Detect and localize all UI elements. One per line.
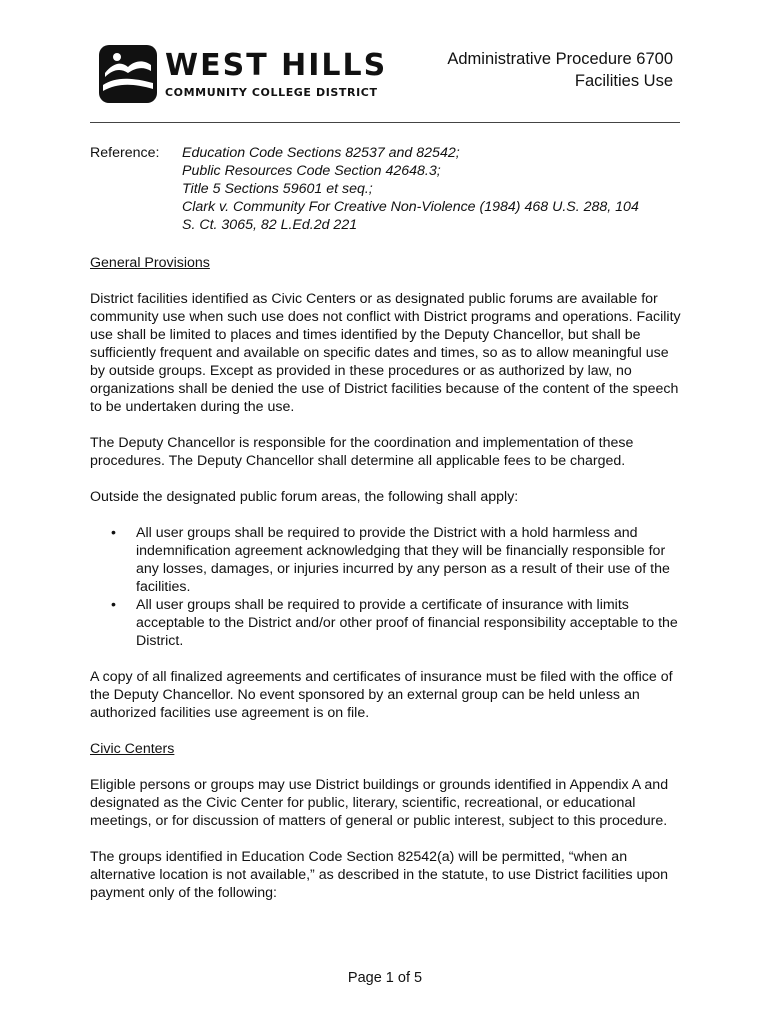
reference-line: S. Ct. 3065, 82 L.Ed.2d 221 <box>182 217 358 233</box>
paragraph: A copy of all finalized agreements and certificates of insurance must be filed with the office of the Deputy Chancellor. No event sponsored by an external group can be held unless an authorized facilities use agreement is on file. <box>90 669 673 721</box>
document-body <box>90 144 682 902</box>
paragraph: The Deputy Chancellor is responsible for the coordination and implementation of these procedures. The Deputy Chancellor shall determine all applicable fees to be charged. <box>90 435 634 469</box>
section-heading-civic-centers: Civic Centers <box>90 741 175 757</box>
section-heading-general: General Provisions <box>90 255 210 271</box>
paragraph: Outside the designated public forum areas, the following shall apply: <box>90 489 519 505</box>
bullet-list <box>90 524 682 650</box>
procedure-heading <box>447 48 673 92</box>
reference-list <box>182 144 682 234</box>
district-logo <box>97 43 397 105</box>
paragraph: The groups identified in Education Code Section 82542(a) will be permitted, “when an alternative location is not available,” as described in the statute, to use District facilities upon payment only of the following: <box>90 849 669 901</box>
header-divider <box>90 122 680 123</box>
mountain-logo-icon <box>97 43 159 105</box>
reference-block <box>90 144 682 236</box>
list-item: • All user groups shall be required to provide a certificate of insurance with limits acceptable to the District and/or other proof of financial responsibility acceptable to the District. <box>90 596 682 650</box>
paragraph: District facilities identified as Civic Centers or as designated public forums are available for community use when such use does not conflict with District programs and operations. Facility use shall be limited to places and times identified by the Deputy Chancellor, but shall be sufficiently frequent and available on specific dates and times, so as to allow meaningful use by outside groups. Except as provided in these procedures or as authorized by law, no organizations shall be denied the use of District facilities because of the content of the speech to be undertaken during the use. <box>90 291 681 415</box>
paragraph: Eligible persons or groups may use District buildings or grounds identified in Appendix A and designated as the Civic Center for public, literary, scientific, recreational, or educational meetings, or for discussion of matters of general or public interest, subject to this procedure. <box>90 777 669 829</box>
list-item: • All user groups shall be required to provide the District with a hold harmless and indemnification agreement acknowledging that they will be financially responsible for any losses, damages, or injuries incurred by any person as a result of their use of the facilities. <box>90 524 682 596</box>
procedure-subtitle: Facilities Use <box>574 72 673 90</box>
reference-label: Reference: <box>90 145 160 161</box>
page-number: Page 1 of 5 <box>347 970 423 986</box>
logo-subtitle: COMMUNITY COLLEGE DISTRICT <box>165 86 378 99</box>
reference-line: Clark v. Community For Creative Non-Violence (1984) 468 U.S. 288, 104 <box>182 199 639 215</box>
logo-wordmark: WEST HILLS <box>165 48 388 83</box>
procedure-title: Administrative Procedure 6700 <box>447 50 673 68</box>
reference-line: Title 5 Sections 59601 et seq.; <box>182 181 373 197</box>
reference-line: Education Code Sections 82537 and 82542; <box>182 145 460 161</box>
reference-line: Public Resources Code Section 42648.3; <box>182 163 441 179</box>
